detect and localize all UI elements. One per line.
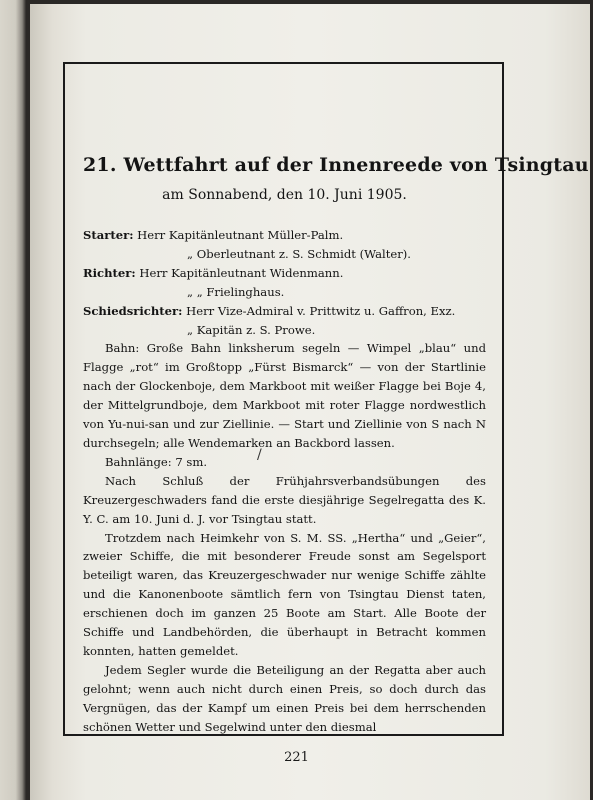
official-umpire-1 [83, 302, 486, 321]
official-name: Herr Kapitänleutnant Müller-Palm. [137, 228, 344, 242]
official-name: „ Kapitän z. S. Prowe. [187, 322, 316, 337]
official-judge-1 [83, 264, 486, 283]
official-name: „ Oberleutnant z. S. Schmidt (Walter). [187, 246, 411, 261]
official-role: Starter: [83, 228, 134, 242]
official-umpire-2 [83, 321, 486, 340]
official-name: Herr Kapitänleutnant Widenmann. [139, 265, 344, 280]
page-number: 221 [284, 750, 309, 765]
page-subtitle: am Sonnabend, den 10. Juni 1905. [162, 187, 407, 203]
official-name: „ „ Frielinghaus. [187, 284, 285, 299]
officials-list [83, 226, 486, 339]
official-starter-2 [83, 245, 486, 264]
page-content [83, 152, 589, 736]
paragraph-intro: Nach Schluß der Frühjahrsverbandsübungen des Kreuzergeschwaders fand die erste diesjährige Segelregatta des K. Y. C. am 10. Juni d. J. vor Tsingtau statt. [83, 473, 486, 526]
official-role: Richter: [83, 265, 136, 280]
paragraph-course-length: Bahnlänge: 7 sm. [105, 454, 208, 469]
pencil-tick-mark: / [257, 447, 262, 463]
paragraph-reward: Jedem Segler wurde die Beteiligung an der Regatta aber auch gelohnt; wenn auch nicht durch einen Preis, so doch durch das Vergnügen, das der Kampf um einen Preis bei dem herrschenden schönen Wetter und Segelwind unter den diesmal [83, 662, 486, 734]
page-title: 21. Wettfahrt auf der Innenreede von Tsingtau [83, 154, 589, 176]
official-role: Schiedsrichter: [83, 303, 183, 318]
official-name: Herr Vize-Admiral v. Prittwitz u. Gaffron, Exz. [186, 303, 456, 318]
paragraph-participation: Trotzdem nach Heimkehr von S. M. SS. „Hertha“ und „Geier“, zweier Schiffe, die mit besonderer Freude sonst am Segelsport beteiligt waren, das Kreuzergeschwader nur wenige Schiffe zählte und die Kanonenboote sämtlich fern von Tsingtau Dienst taten, erschienen doch im ganzen 25 Boote am Start. Alle Boote der Schiffe und Landbehörden, die überhaupt in Betracht kommen konnten, hatten gemeldet. [83, 530, 486, 658]
official-judge-2 [83, 283, 486, 302]
official-starter-1 [83, 226, 486, 245]
left-page-edge [0, 0, 26, 800]
paragraph-course: Bahn: Große Bahn linksherum segeln — Wimpel „blau“ und Flagge „rot“ im Großtopp „Fürst Bismarck“ — von der Startlinie nach der Glockenboje, dem Markboot mit weißer Flagge bei Boje 4, der Mittelgrundboje, dem Markboot mit roter Flagge nordwestlich von Yu-nui-san und zur Ziellinie. — Start und Ziellinie von S nach N durchsegeln; alle Wendemarken an Backbord lassen. [83, 341, 486, 450]
